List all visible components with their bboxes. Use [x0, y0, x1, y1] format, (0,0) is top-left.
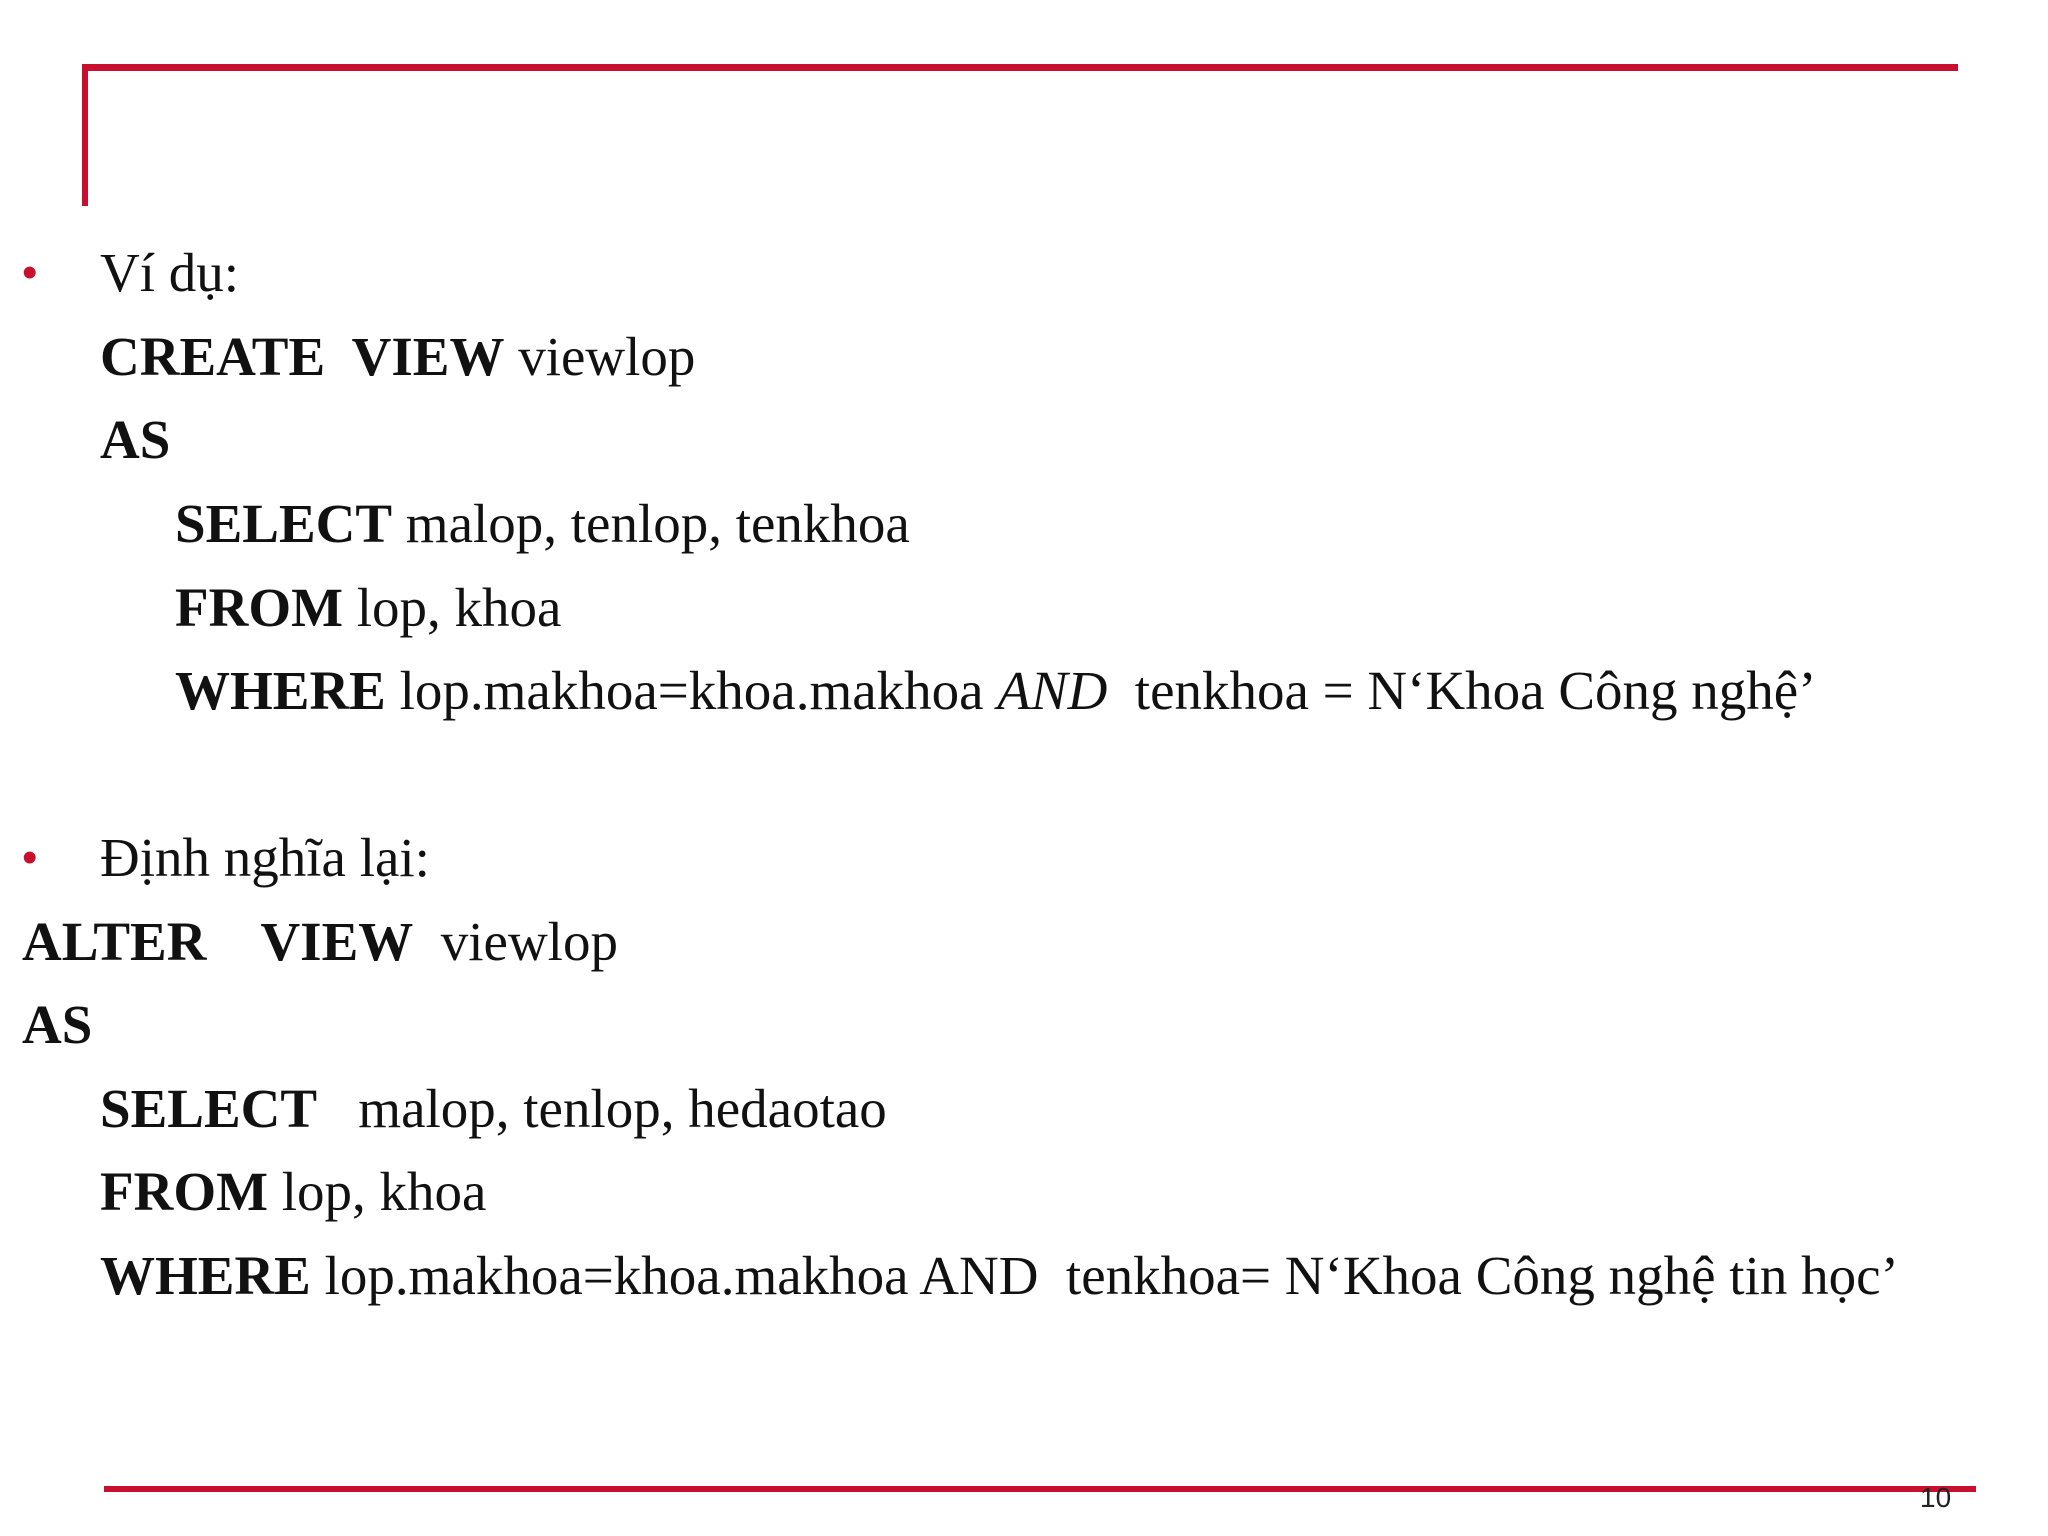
select-columns: malop, tenlop, hedaotao [317, 1078, 887, 1139]
create-view-keyword: CREATE VIEW [100, 326, 505, 387]
select-keyword: SELECT [100, 1078, 318, 1139]
where-keyword: WHERE [100, 1245, 311, 1306]
where-line [175, 656, 1817, 726]
bullet-icon: • [22, 833, 38, 882]
bullet-icon: • [22, 248, 38, 297]
select-line [175, 489, 910, 559]
where-line [100, 1241, 1899, 1311]
as-line [22, 990, 92, 1060]
title-frame-top-border [82, 64, 1958, 71]
page-number: 10 [1920, 1482, 1952, 1513]
as-keyword: AS [22, 994, 93, 1055]
select-columns: malop, tenlop, tenkhoa [392, 493, 910, 554]
redefine-heading: Định nghĩa lại: [100, 827, 430, 888]
from-tables: lop, khoa [268, 1161, 487, 1222]
where-value: tenkhoa = N‘Khoa Công nghệ’ [1107, 660, 1817, 721]
as-line [100, 405, 170, 475]
create-view-line [100, 322, 695, 392]
alter-view-keyword: ALTER VIEW [22, 911, 414, 972]
from-keyword: FROM [175, 577, 344, 638]
where-condition: lop.makhoa=khoa.makhoa AND tenkhoa= N‘Khoa Công nghệ tin học’ [310, 1245, 1899, 1306]
example-heading: Ví dụ: [100, 242, 240, 303]
view-name: viewlop [504, 326, 696, 387]
view-name: viewlop [413, 911, 618, 972]
and-keyword: AND [997, 660, 1108, 721]
as-keyword: AS [100, 409, 171, 470]
from-line [175, 573, 561, 643]
from-tables: lop, khoa [343, 577, 562, 638]
from-keyword: FROM [100, 1161, 269, 1222]
where-keyword: WHERE [175, 660, 386, 721]
footer-divider [104, 1486, 1976, 1492]
title-frame-left-border [82, 64, 88, 206]
where-condition: lop.makhoa=khoa.makhoa [385, 660, 998, 721]
alter-view-line [22, 907, 618, 977]
select-line [100, 1074, 887, 1144]
select-keyword: SELECT [175, 493, 393, 554]
from-line [100, 1157, 486, 1227]
